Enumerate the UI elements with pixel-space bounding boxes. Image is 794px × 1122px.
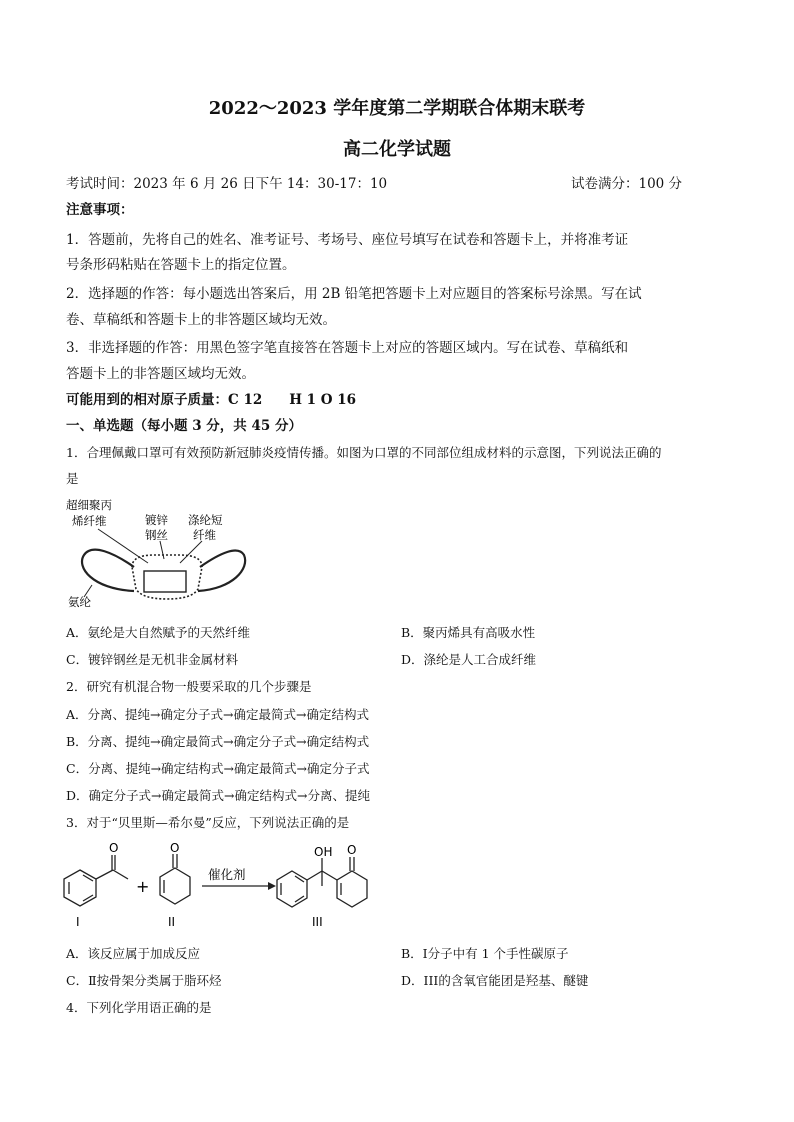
note-1-line-1: 1．答题前，先将自己的姓名、准考证号、考场号、座位号填写在试卷和答题卡上，并将准考证 (66, 232, 629, 248)
label-steel-wire-2: 钢丝 (145, 528, 168, 542)
q3-stem: 3．对于“贝里斯—希尔曼”反应，下列说法正确的是 (66, 815, 350, 830)
section-1-heading: 一、单选题（每小题 3 分，共 45 分） (66, 418, 302, 434)
q1-option-a: A．氨纶是大自然赋予的天然纤维 (66, 625, 251, 640)
plus-sign: + (136, 877, 150, 896)
q2-stem: 2．研究有机混合物一般要采取的几个步骤是 (66, 679, 312, 694)
compound-label-ii: II (168, 915, 176, 929)
atom-o-1: O (109, 841, 119, 855)
note-1-line-2: 号条形码粘贴在答题卡上的指定位置。 (66, 257, 296, 273)
reaction-scheme (60, 838, 390, 933)
label-polypropylene-2: 烯纤维 (72, 514, 107, 528)
exam-title: 2022～2023 学年度第二学期联合体期末联考 (208, 98, 586, 119)
compound-label-i: I (76, 915, 80, 929)
full-score: 试卷满分：100 分 (571, 176, 683, 192)
q2-option-c: C．分离、提纯→确定结构式→确定最简式→确定分子式 (66, 761, 370, 776)
q2-option-a: A．分离、提纯→确定分子式→确定最简式→确定结构式 (66, 707, 369, 722)
label-polypropylene-1: 超细聚丙 (66, 498, 112, 512)
atom-oh: OH (314, 845, 333, 859)
q3-option-d: D．III的含氧官能团是羟基、醚键 (401, 973, 589, 988)
exam-subtitle: 高二化学试题 (343, 139, 451, 160)
q3-option-a: A．该反应属于加成反应 (66, 946, 201, 961)
atom-o-3: O (347, 843, 357, 857)
q4-stem: 4．下列化学用语正确的是 (66, 1000, 212, 1015)
catalyst-label: 催化剂 (208, 867, 246, 882)
label-polyester-2: 纤维 (193, 528, 216, 542)
note-2-line-2: 卷、草稿纸和答题卡上的非答题区域均无效。 (66, 312, 336, 328)
q1-option-c: C．镀锌钢丝是无机非金属材料 (66, 652, 239, 667)
mask-diagram (62, 493, 252, 611)
q3-option-c: C．Ⅱ按骨架分类属于脂环烃 (66, 973, 222, 988)
label-polyester-1: 涤纶短 (188, 513, 223, 527)
q3-option-b: B．Ⅰ分子中有 1 个手性碳原子 (401, 946, 569, 961)
atomic-mass-line: 可能用到的相对原子质量：C 12 H 1 O 16 (66, 392, 357, 408)
notes-heading: 注意事项： (66, 202, 134, 218)
label-spandex: 氨纶 (68, 595, 91, 609)
q1-stem-line-2: 是 (66, 471, 79, 486)
exam-time: 考试时间：2023 年 6 月 26 日下午 14：30-17：10 (66, 176, 388, 192)
q1-option-b: B．聚丙烯具有高吸水性 (401, 625, 536, 640)
q2-option-b: B．分离、提纯→确定最简式→确定分子式→确定结构式 (66, 734, 370, 749)
note-2-line-1: 2．选择题的作答：每小题选出答案后，用 2B 铅笔把答题卡上对应题目的答案标号涂黑。写在试 (66, 286, 642, 302)
note-3-line-1: 3．非选择题的作答：用黑色签字笔直接答在答题卡上对应的答题区域内。写在试卷、草稿纸和 (66, 340, 629, 356)
compound-label-iii: III (312, 915, 323, 929)
label-steel-wire-1: 镀锌 (145, 513, 168, 527)
q1-stem-line-1: 1．合理佩戴口罩可有效预防新冠肺炎疫情传播。如图为口罩的不同部位组成材料的示意图，下列说法正确的 (66, 445, 662, 460)
atom-o-2: O (170, 841, 180, 855)
note-3-line-2: 答题卡上的非答题区域均无效。 (66, 366, 255, 382)
q1-option-d: D．涤纶是人工合成纤维 (401, 652, 537, 667)
q2-option-d: D．确定分子式→确定最简式→确定结构式→分离、提纯 (66, 788, 370, 803)
